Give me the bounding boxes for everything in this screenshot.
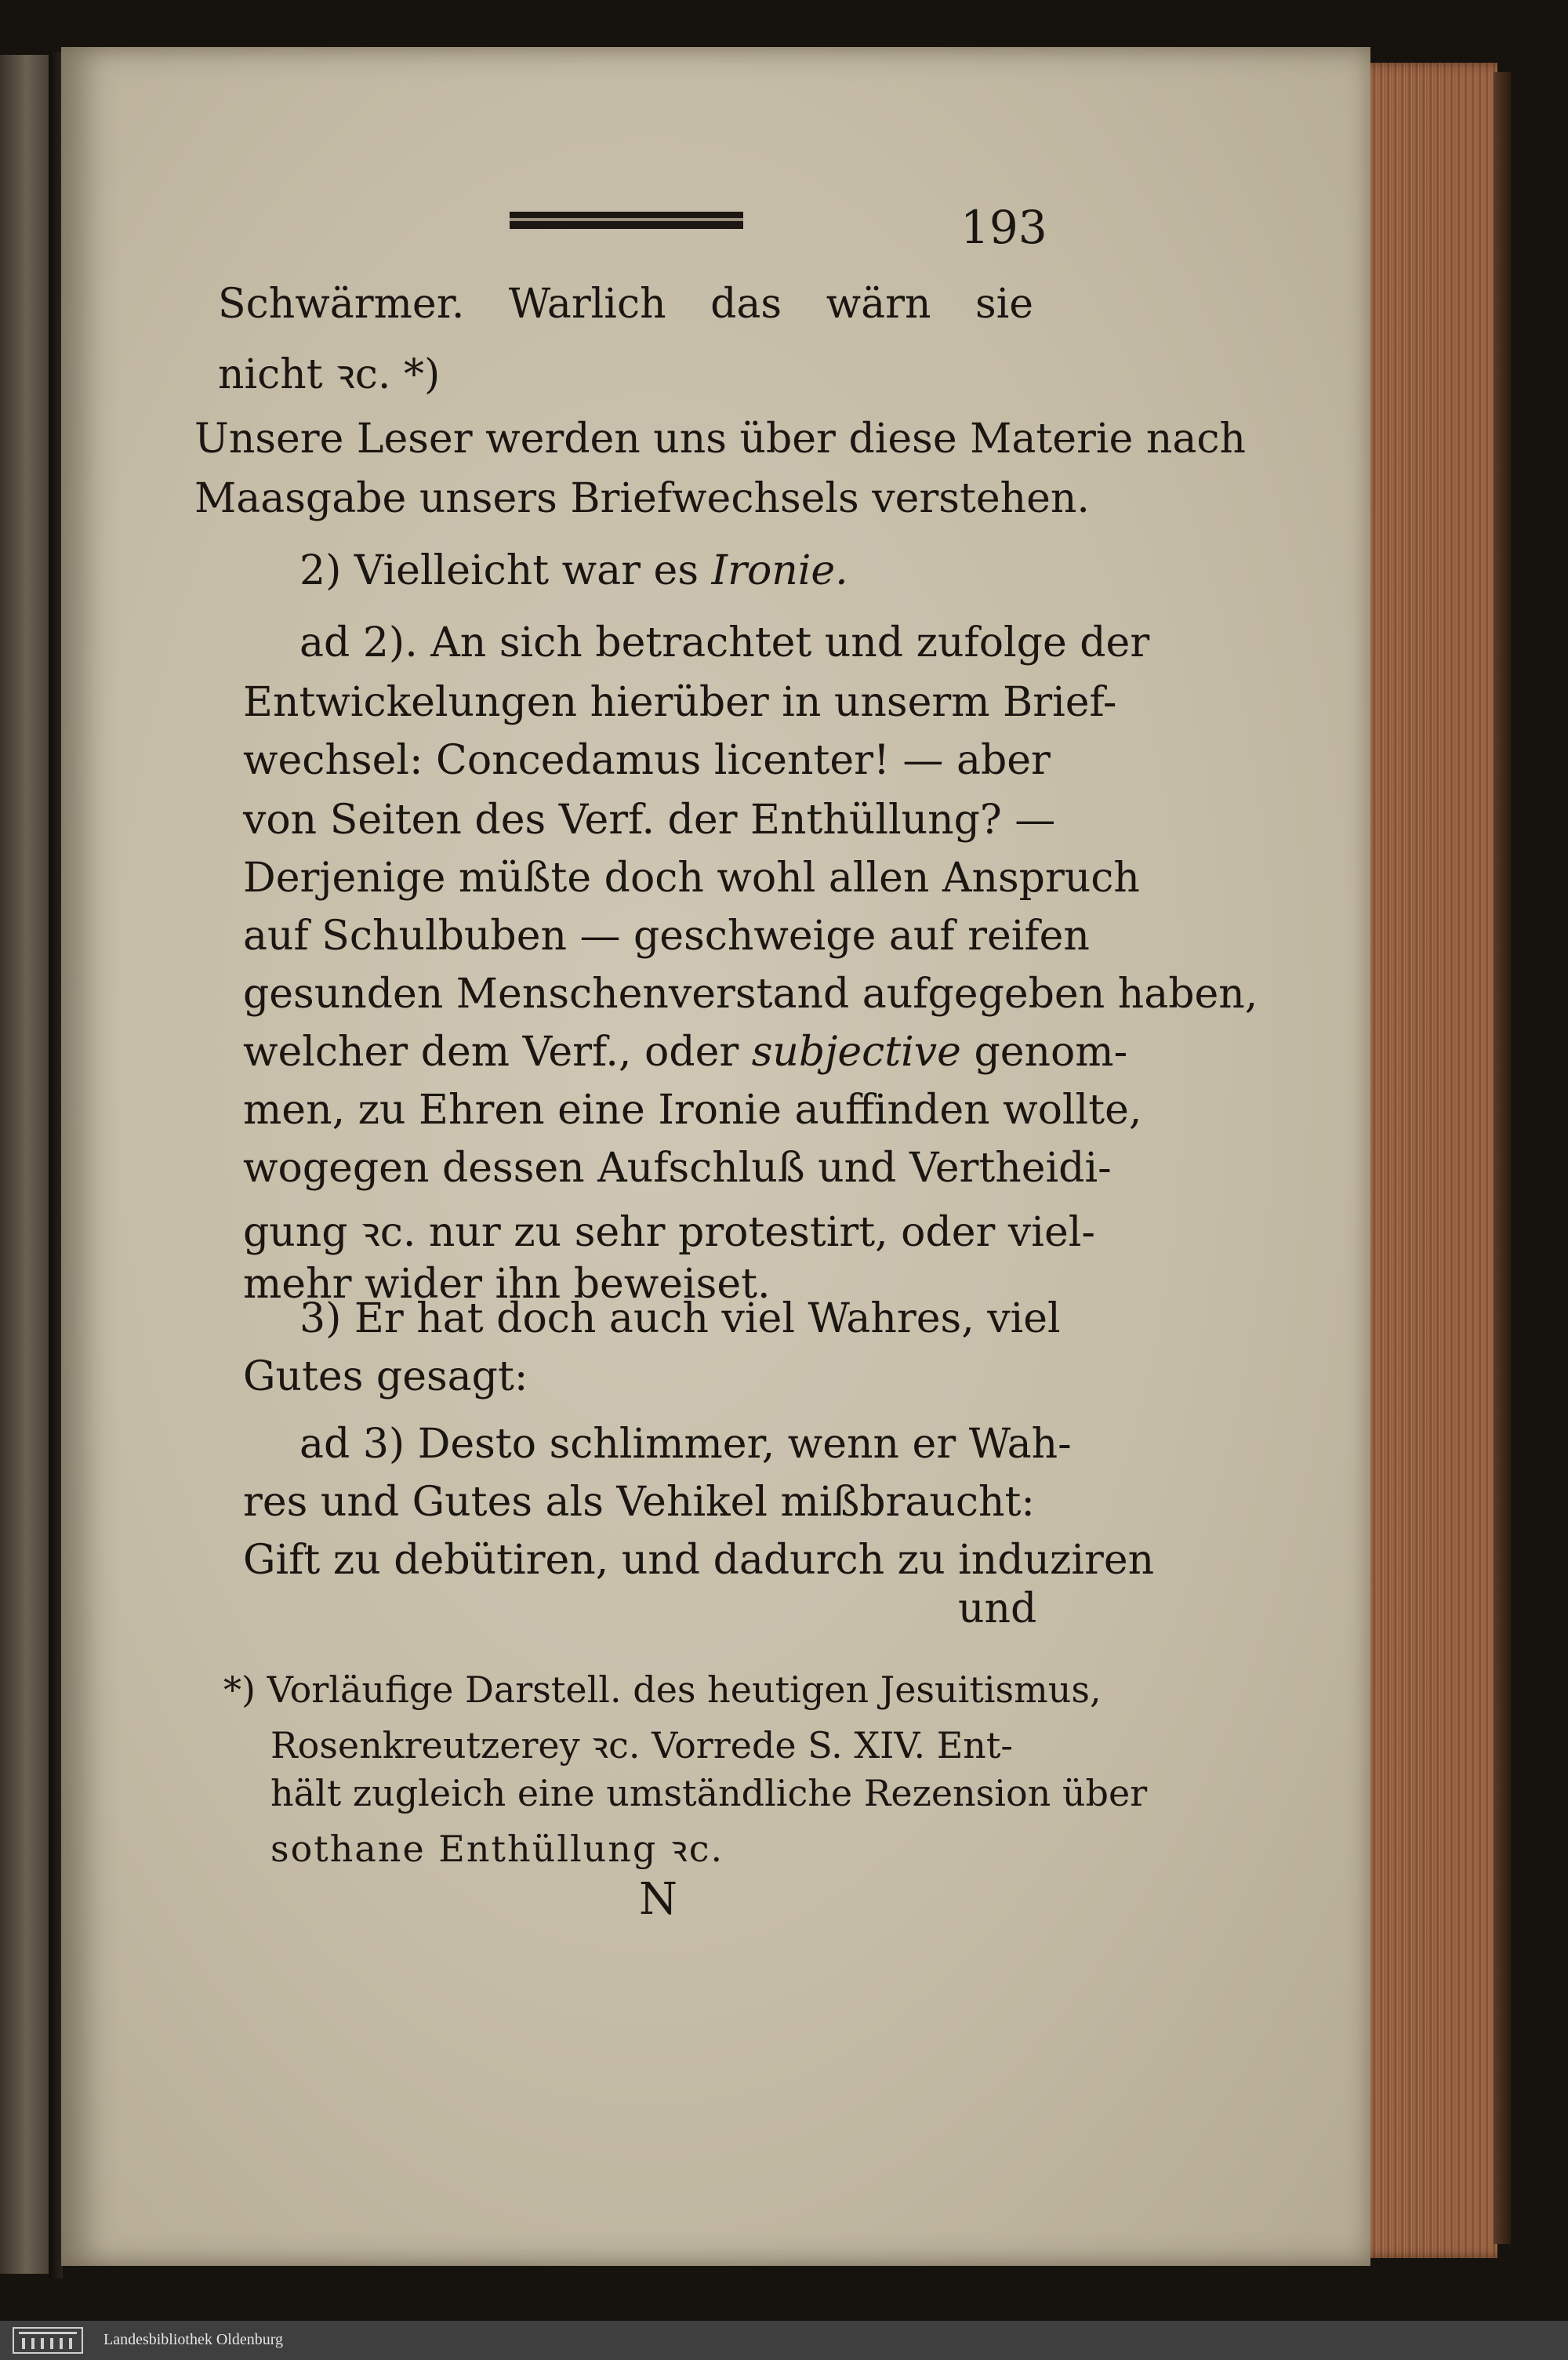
page-fore-edge bbox=[1348, 63, 1497, 2258]
text-line: Unsere Leser werden uns über diese Materie nach bbox=[194, 416, 1246, 463]
text-line: gung ꝛc. nur zu sehr protestirt, oder viel- bbox=[243, 1209, 1095, 1256]
text-span: genom- bbox=[974, 1029, 1128, 1076]
text-line: res und Gutes als Vehikel mißbraucht: bbox=[243, 1479, 1035, 1526]
footnote-line: *) Vorläufige Darstell. des heutigen Jesuitismus, bbox=[223, 1668, 1102, 1711]
text-line: Schwärmer. Warlich das wärn sie bbox=[218, 281, 1034, 328]
text-line: 3) Er hat doch auch viel Wahres, viel bbox=[299, 1295, 1061, 1342]
page-number: 193 bbox=[960, 201, 1047, 254]
library-building-icon bbox=[13, 2327, 83, 2354]
footnote-line: sothane Enthüllung ꝛc. bbox=[270, 1828, 724, 1870]
text-line: nicht ꝛc. *) bbox=[218, 351, 441, 398]
text-line: gesunden Menschenverstand aufgegeben haben, bbox=[243, 971, 1258, 1018]
text-line: ad 3) Desto schlimmer, wenn er Wah- bbox=[299, 1421, 1072, 1468]
library-footer bbox=[0, 2321, 1568, 2360]
left-page-edge bbox=[0, 55, 49, 2274]
text-line: mehr wider ihn beweiset. bbox=[243, 1261, 771, 1308]
cover-edge bbox=[1494, 72, 1511, 2244]
text-line: Gutes gesagt: bbox=[243, 1353, 528, 1400]
text-line bbox=[299, 547, 848, 594]
text-span: 2) Vielleicht war es bbox=[299, 547, 699, 594]
text-line: wechsel: Concedamus licenter! — aber bbox=[243, 737, 1051, 784]
text-line: Entwickelungen hierüber in unserm Brief- bbox=[243, 679, 1117, 726]
header-rule bbox=[510, 212, 743, 229]
footnote-line: Rosenkreutzerey ꝛc. Vorrede S. XIV. Ent- bbox=[270, 1724, 1013, 1766]
text-span: welcher dem Verf., oder bbox=[243, 1029, 739, 1076]
text-line bbox=[243, 1029, 1127, 1076]
text-line: Gift zu debütiren, und dadurch zu induziren bbox=[243, 1537, 1155, 1584]
text-line: ad 2). An sich betrachtet und zufolge der bbox=[299, 619, 1150, 666]
italic-word: Ironie. bbox=[711, 547, 848, 594]
footnote-line: hält zugleich eine umständliche Rezension über bbox=[270, 1772, 1148, 1814]
footer-text: Landesbibliothek Oldenburg bbox=[103, 2331, 284, 2348]
text-line: Maasgabe unsers Briefwechsels verstehen. bbox=[194, 475, 1090, 522]
text-line: wogegen dessen Aufschluß und Vertheidi- bbox=[243, 1145, 1112, 1192]
text-line: men, zu Ehren eine Ironie auffinden wollte, bbox=[243, 1087, 1142, 1134]
text-line: von Seiten des Verf. der Enthüllung? — bbox=[243, 797, 1056, 844]
catchword: und bbox=[958, 1585, 1037, 1632]
text-line: Derjenige müßte doch wohl allen Anspruch bbox=[243, 855, 1140, 902]
text-line: auf Schulbuben — geschweige auf reifen bbox=[243, 913, 1090, 960]
italic-word: subjective bbox=[751, 1029, 961, 1076]
signature-mark: N bbox=[639, 1874, 677, 1925]
